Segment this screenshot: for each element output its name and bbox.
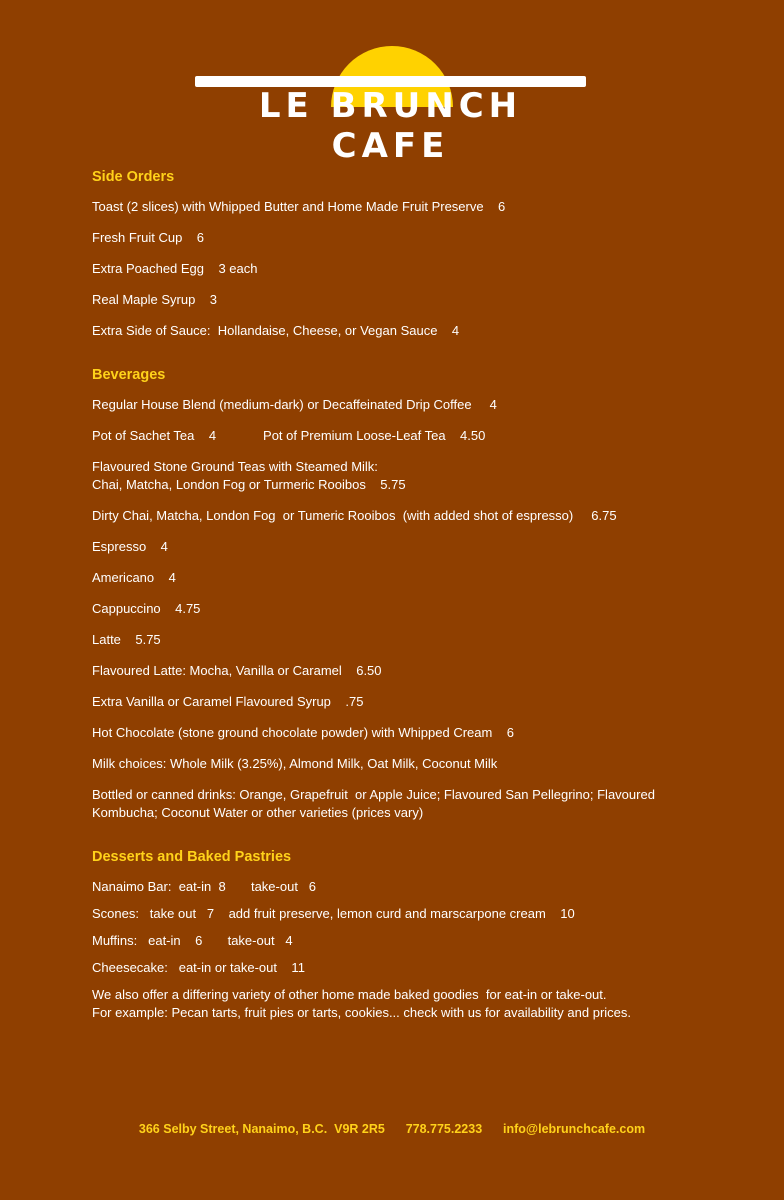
section-side-orders <box>92 168 712 340</box>
menu-item: Extra Side of Sauce: Hollandaise, Cheese, or Vegan Sauce 4 <box>92 323 460 338</box>
menu-item: We also offer a differing variety of other home made baked goodies for eat-in or take-out. For example: Pecan tarts, fruit pies or tarts, cookies... check with us for availability and prices. <box>92 987 631 1020</box>
section-title: Side Orders <box>92 169 175 185</box>
menu-item: Flavoured Latte: Mocha, Vanilla or Caramel 6.50 <box>92 663 382 678</box>
menu-item: Nanaimo Bar: eat-in 8 take-out 6 <box>92 879 316 894</box>
menu-item: Flavoured Stone Ground Teas with Steamed Milk: Chai, Matcha, London Fog or Turmeric Rooibos 5.75 <box>92 459 406 492</box>
footer-email[interactable]: info@lebrunchcafe.com <box>503 1122 646 1136</box>
section-beverages <box>92 366 712 822</box>
footer <box>0 1122 784 1136</box>
menu-item: Real Maple Syrup 3 <box>92 292 218 307</box>
menu-item: Scones: take out 7 add fruit preserve, lemon curd and marscarpone cream 10 <box>92 906 575 921</box>
menu-item: Fresh Fruit Cup 6 <box>92 230 204 245</box>
menu-item: Espresso 4 <box>92 539 168 554</box>
menu-item: Pot of Sachet Tea 4 Pot of Premium Loose-Leaf Tea 4.50 <box>92 428 486 443</box>
menu-item: Dirty Chai, Matcha, London Fog or Tumeric Rooibos (with added shot of espresso) 6.75 <box>92 508 617 523</box>
menu-item: Extra Poached Egg 3 each <box>92 261 258 276</box>
menu-item: Bottled or canned drinks: Orange, Grapefruit or Apple Juice; Flavoured San Pellegrino; Flavoured Kombucha; Coconut Water or other varieties (prices vary) <box>92 787 655 820</box>
section-title: Beverages <box>92 367 166 383</box>
menu-item: Regular House Blend (medium-dark) or Decaffeinated Drip Coffee 4 <box>92 397 497 412</box>
menu-item: Hot Chocolate (stone ground chocolate powder) with Whipped Cream 6 <box>92 725 514 740</box>
menu-item: Latte 5.75 <box>92 632 161 647</box>
section-title: Desserts and Baked Pastries <box>92 849 292 865</box>
section-desserts <box>92 848 712 1022</box>
menu-item: Extra Vanilla or Caramel Flavoured Syrup .75 <box>92 694 364 709</box>
brand-name: LE BRUNCH CAFE <box>258 86 523 166</box>
menu-item: Cheesecake: eat-in or take-out 11 <box>92 960 305 975</box>
menu-item: Milk choices: Whole Milk (3.25%), Almond Milk, Oat Milk, Coconut Milk <box>92 756 498 771</box>
menu-item: Toast (2 slices) with Whipped Butter and Home Made Fruit Preserve 6 <box>92 199 506 214</box>
menu-item: Cappuccino 4.75 <box>92 601 201 616</box>
logo <box>0 0 784 166</box>
footer-address: 366 Selby Street, Nanaimo, B.C. V9R 2R5 <box>138 1122 385 1136</box>
footer-phone: 778.775.2233 <box>405 1122 483 1136</box>
menu-item: Muffins: eat-in 6 take-out 4 <box>92 933 293 948</box>
menu <box>92 168 712 1048</box>
menu-item: Americano 4 <box>92 570 176 585</box>
